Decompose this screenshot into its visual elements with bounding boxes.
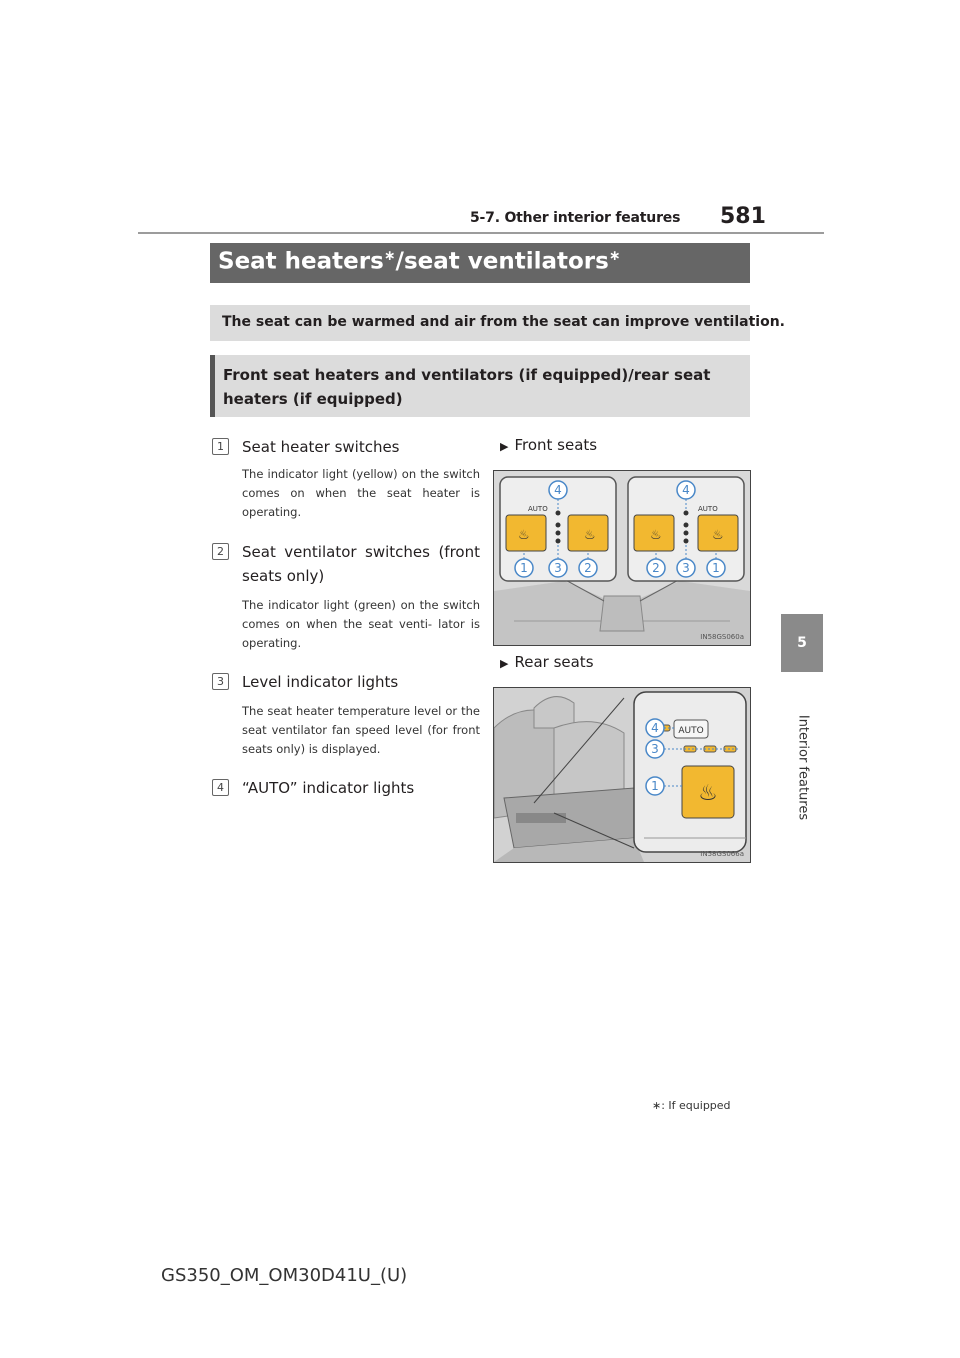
- rear-seats-illustration: [494, 688, 750, 862]
- intro-text: The seat can be warmed and air from the seat can improve ventilation.: [222, 314, 785, 330]
- chapter-title: Interior features: [795, 714, 811, 821]
- triangle-bullet-icon: ▶: [500, 657, 509, 670]
- svg-text:♨: ♨: [712, 528, 724, 543]
- subsection-bar: [210, 355, 750, 417]
- item-heading-4: “AUTO” indicator lights: [242, 779, 415, 797]
- section-header: 5-7. Other interior features: [470, 210, 681, 226]
- item-body-3: The seat heater temperature level or the seat ventilator fan speed level (for front seats only) is displayed.: [242, 704, 480, 756]
- rear-callout-4: 4: [651, 721, 659, 735]
- callout-2-icon: 2: [212, 543, 229, 560]
- front-right-callout-3: 3: [682, 561, 690, 575]
- rear-seats-label-text: Rear seats: [514, 653, 594, 671]
- title-footnote-star-2: ∗: [608, 248, 621, 264]
- footnote-text: : If equipped: [661, 1099, 731, 1112]
- front-figure-code: IN58GS060a: [700, 633, 744, 641]
- header-divider: [138, 232, 824, 234]
- auto-text-left: AUTO: [528, 505, 548, 513]
- rear-seats-figure: [493, 687, 751, 863]
- item-heading-2: Seat ventilator switches (front seats only): [242, 543, 480, 585]
- item-heading-3: Level indicator lights: [242, 673, 399, 691]
- subsection-accent: [210, 355, 215, 417]
- front-seats-figure: [493, 470, 751, 646]
- intro-bar: [210, 305, 785, 341]
- item-heading-1: Seat heater switches: [242, 438, 400, 456]
- title-part2: /seat ventilators: [395, 248, 609, 275]
- front-left-callout-2: 2: [584, 561, 592, 575]
- footnote-star: ∗: [652, 1099, 662, 1112]
- triangle-bullet-icon: ▶: [500, 440, 509, 453]
- front-left-callout-1: 1: [520, 561, 528, 575]
- page-number: 581: [720, 204, 766, 229]
- rear-figure-code: IN58GS066a: [700, 850, 744, 858]
- front-seats-illustration: [494, 471, 750, 645]
- front-right-callout-2: 2: [652, 561, 660, 575]
- subsection-heading: Front seat heaters and ventilators (if equipped)/rear seat heaters (if equipped): [223, 366, 711, 408]
- svg-text:AUTO: AUTO: [698, 505, 718, 513]
- rear-callout-1: 1: [651, 779, 659, 793]
- title-part1: Seat heaters: [218, 248, 384, 275]
- rear-auto-text: AUTO: [678, 726, 704, 736]
- title-bar: [210, 243, 750, 283]
- callout-3-icon: 3: [212, 673, 229, 690]
- svg-text:♨: ♨: [698, 781, 718, 806]
- callout-4-icon: 4: [212, 779, 229, 796]
- front-left-callout-4: 4: [554, 483, 562, 497]
- front-right-callout-1: 1: [712, 561, 720, 575]
- svg-text:♨: ♨: [518, 528, 530, 543]
- page-title: [218, 248, 621, 275]
- callout-1-icon: 1: [212, 438, 229, 455]
- item-body-2: The indicator light (green) on the switch comes on when the seat venti- lator is operating.: [242, 598, 480, 650]
- svg-text:♨: ♨: [584, 528, 596, 543]
- item-body-1: The indicator light (yellow) on the switch comes on when the seat heater is operating.: [242, 467, 480, 519]
- svg-text:♨: ♨: [650, 528, 662, 543]
- front-seats-label-text: Front seats: [514, 436, 598, 454]
- rear-seats-label: [500, 653, 594, 671]
- document-code: GS350_OM_OM30D41U_(U): [161, 1265, 408, 1286]
- front-seats-label: [500, 436, 597, 454]
- front-left-callout-3: 3: [554, 561, 562, 575]
- footnote: [652, 1099, 731, 1112]
- front-right-callout-4: 4: [682, 483, 690, 497]
- title-footnote-star: ∗: [383, 248, 396, 264]
- chapter-tab: 5: [781, 614, 823, 672]
- rear-callout-3: 3: [651, 742, 659, 756]
